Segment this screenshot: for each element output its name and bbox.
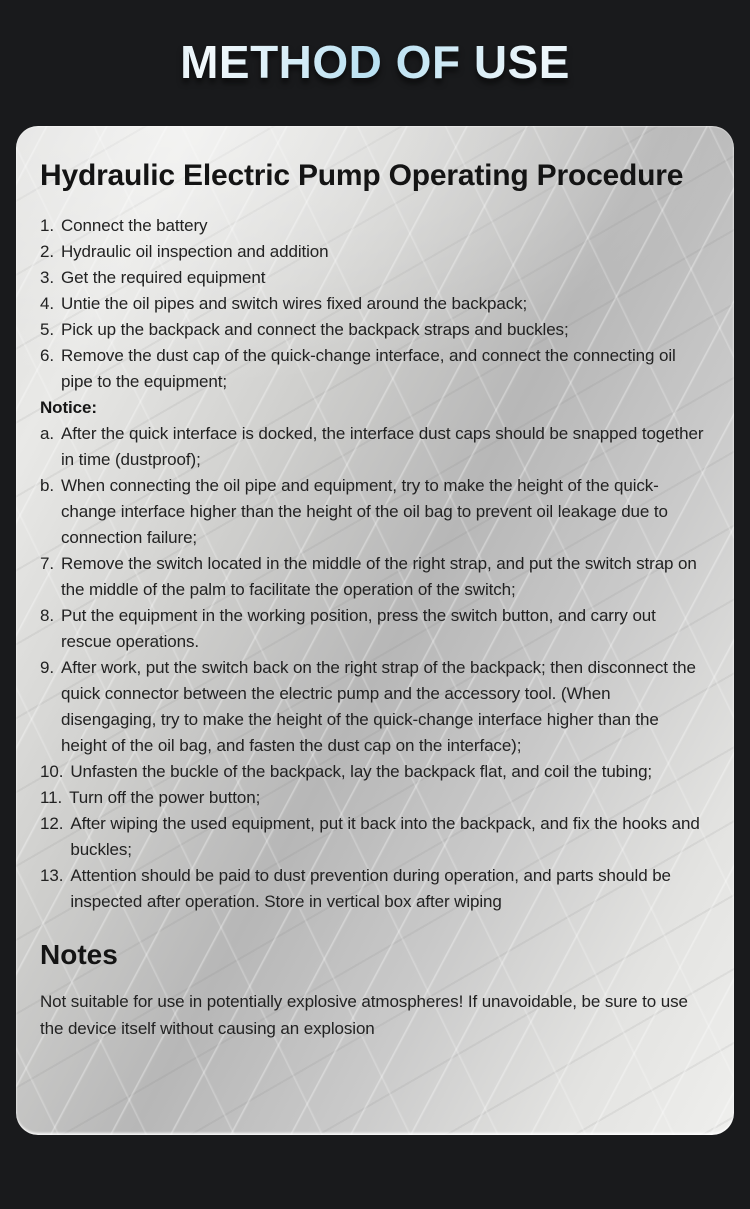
notice-text: After the quick interface is docked, the interface dust caps should be snapped together in time (dustproof); [60,424,704,469]
step-number: 3. [40,268,54,287]
procedure-step-11 [40,785,706,811]
step-number: 1. [40,216,54,235]
step-number: 8. [40,606,54,625]
procedure-step-5 [40,317,706,343]
step-number: 2. [40,242,54,261]
procedure-card [16,126,734,1135]
step-number: 13. [40,866,64,885]
step-text: Put the equipment in the working position, press the switch button, and carry out rescue operations. [60,606,656,651]
notes-text: Not suitable for use in potentially explosive atmospheres! If unavoidable, be sure to use the device itself without causing an explosion [40,992,688,1038]
notice-letter: b. [40,476,54,495]
notice-text: When connecting the oil pipe and equipment, try to make the height of the quick-change interface higher than the height of the oil bag to prevent oil leakage due to connection failure; [60,476,668,547]
procedure-step-12 [40,811,706,863]
step-number: 5. [40,320,54,339]
step-text: After work, put the switch back on the right strap of the backpack; then disconnect the quick connector between the electric pump and the accessory tool. (When disengaging, try to make the height of the quick-change interface higher than the height of the oil bag, and fasten the dust cap on the interface); [60,658,696,755]
page [0,34,750,1135]
procedure-step-7 [40,551,706,603]
step-text: Remove the switch located in the middle of the right strap, and put the switch strap on the middle of the palm to facilitate the operation of the switch; [60,554,697,599]
page-title: METHOD OF USE [0,34,750,90]
procedure-heading: Hydraulic Electric Pump Operating Procedure [40,159,684,192]
procedure-step-8 [40,603,706,655]
procedure-step-13 [40,863,706,915]
step-number: 11. [40,788,63,807]
step-text: Pick up the backpack and connect the backpack straps and buckles; [60,320,569,339]
step-text: Untie the oil pipes and switch wires fixed around the backpack; [60,294,528,313]
procedure-step-1 [40,213,706,239]
procedure-step-2 [40,239,706,265]
step-number: 12. [40,814,64,833]
procedure-steps [40,213,706,915]
procedure-step-4 [40,291,706,317]
step-text: Remove the dust cap of the quick-change interface, and connect the connecting oil pipe to the equipment; [60,346,676,391]
procedure-step-3 [40,265,706,291]
procedure-step-10 [40,759,706,785]
step-text: Attention should be paid to dust prevention during operation, and parts should be inspected after operation. Store in vertical box after wiping [70,866,671,911]
notes-heading: Notes [40,939,118,970]
step-text: Turn off the power button; [69,788,261,807]
notice-item-b [40,473,706,551]
procedure-step-6 [40,343,706,395]
procedure-step-9 [40,655,706,759]
step-number: 9. [40,658,54,677]
step-text: Connect the battery [60,216,208,235]
notice-item-a [40,421,706,473]
step-number: 6. [40,346,54,365]
step-number: 10. [40,762,64,781]
step-number: 7. [40,554,54,573]
step-text: Get the required equipment [60,268,266,287]
notice-label: Notice: [40,398,97,417]
notice-letter: a. [40,424,54,443]
step-text: Hydraulic oil inspection and addition [60,242,329,261]
step-text: After wiping the used equipment, put it back into the backpack, and fix the hooks and buckles; [70,814,700,859]
step-text: Unfasten the buckle of the backpack, lay the backpack flat, and coil the tubing; [70,762,653,781]
step-number: 4. [40,294,54,313]
